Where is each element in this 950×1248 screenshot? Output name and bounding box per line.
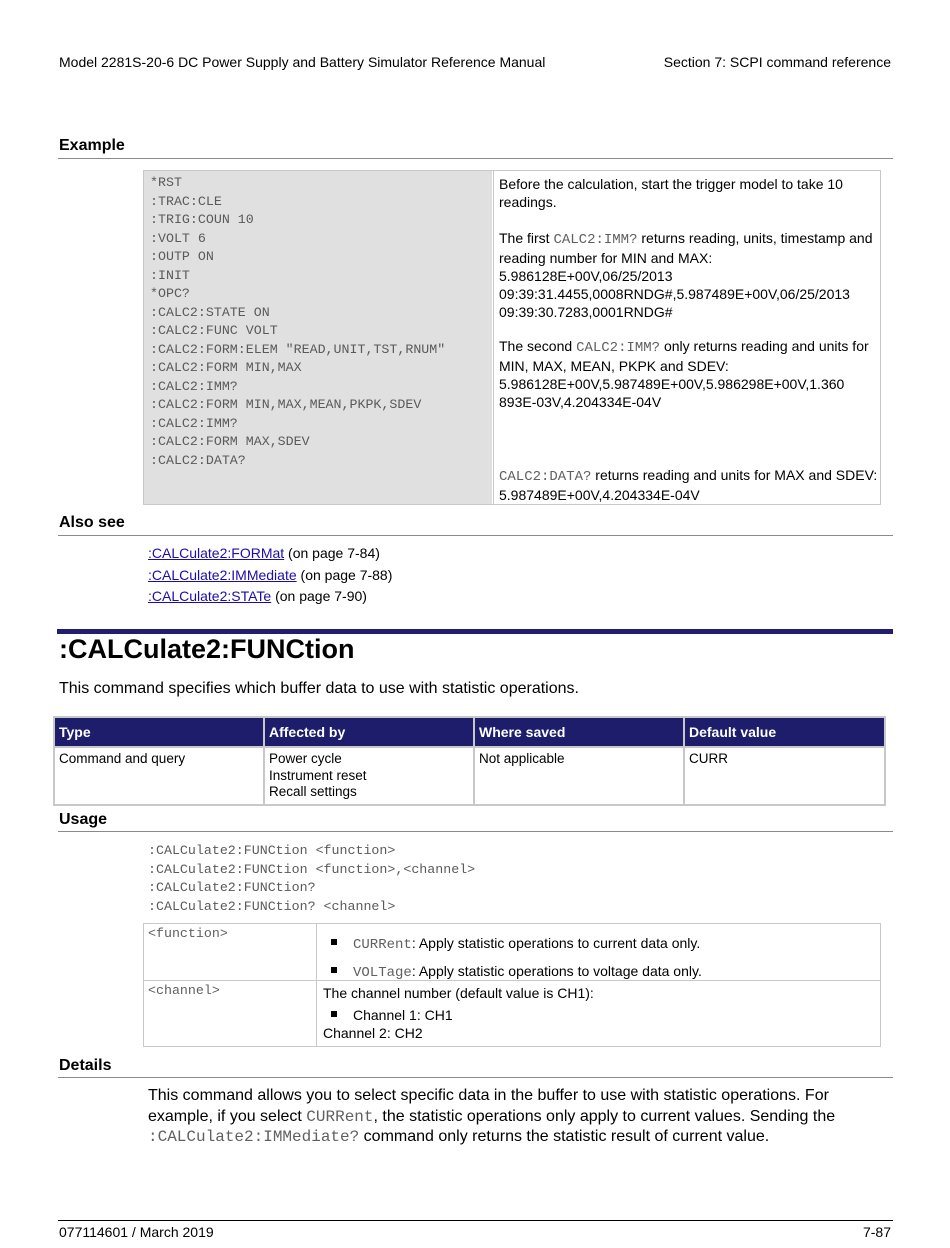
- param-desc: [316, 924, 880, 980]
- also-see-link-immediate[interactable]: :CALCulate2:IMMediate: [148, 567, 297, 583]
- running-header-section: Section 7: SCPI command reference: [663, 54, 891, 70]
- also-see-item: :CALCulate2:STATe (on page 7-90): [148, 588, 367, 604]
- list-item: Channel 1: CH1: [323, 1006, 876, 1024]
- example-heading: Example: [59, 137, 125, 154]
- command-intro: This command specifies which buffer data to use with statistic operations.: [59, 680, 579, 697]
- page-number: 7-87: [862, 1224, 891, 1240]
- example-description-cell: [493, 171, 880, 504]
- cell-affected-by: Power cycle Instrument reset Recall settings: [265, 748, 473, 804]
- list-item: CURRent: Apply statistic operations to current data only.: [323, 934, 876, 954]
- param-row-channel: [144, 981, 880, 1046]
- footer-doc-number: 077114601 / March 2019: [59, 1224, 214, 1240]
- example-table: [143, 170, 881, 505]
- header-where-saved: Where saved: [475, 718, 683, 746]
- running-header-title: Model 2281S-20-6 DC Power Supply and Battery Simulator Reference Manual: [59, 54, 546, 70]
- bullet-square-icon: [331, 1011, 337, 1017]
- also-see-link-format[interactable]: :CALCulate2:FORMat: [148, 545, 285, 561]
- example-code: *RST :TRAC:CLE :TRIG:COUN 10 :VOLT 6 :OUTP ON :INIT *OPC? :CALC2:STATE ON :CALC2:FUNC VOLT :CALC2:FORM:ELEM "READ,UNIT,TST,RNUM" :CALC2:FORM MIN,MAX :CALC2:IMM? :CALC2:FORM MIN,MAX,MEAN,PKPK,SDEV :CALC2:IMM? :CALC2:FORM MAX,SDEV :CALC2:DATA?: [150, 175, 446, 468]
- footer-rule: [58, 1220, 893, 1221]
- usage-syntax: :CALCulate2:FUNCtion <function> :CALCulate2:FUNCtion <function>,<channel> :CALCulate2:FUNCtion? :CALCulate2:FUNCtion? <channel>: [148, 843, 476, 914]
- cell-type: Command and query: [55, 748, 263, 804]
- also-see-item: :CALCulate2:FORMat (on page 7-84): [148, 545, 380, 561]
- details-heading: Details: [59, 1057, 112, 1074]
- bullet-square-icon: [331, 967, 337, 973]
- bullet-square-icon: [331, 939, 337, 945]
- example-desc-4: CALC2:DATA? returns reading and units for MAX and SDEV: 5.987489E+00V,4.204334E-04V: [499, 467, 878, 503]
- list-item: VOLTage: Apply statistic operations to voltage data only.: [323, 962, 876, 982]
- header-affected-by: Affected by: [265, 718, 473, 746]
- usage-heading: Usage: [59, 811, 108, 828]
- also-see-item: :CALCulate2:IMMediate (on page 7-88): [148, 567, 393, 583]
- example-desc-1: Before the calculation, start the trigger model to take 10 readings.: [499, 176, 843, 210]
- properties-table: [53, 716, 886, 806]
- header-default-value: Default value: [685, 718, 884, 746]
- details-rule: [58, 1077, 893, 1078]
- also-see-heading: Also see: [59, 514, 125, 531]
- param-name: <function>: [148, 926, 228, 941]
- also-see-link-state[interactable]: :CALCulate2:STATe: [148, 588, 272, 604]
- param-row-function: [144, 924, 880, 981]
- param-desc: The channel number (default value is CH1): Channel 1: CH1 Channel 2: CH2: [316, 981, 880, 1046]
- param-name: <channel>: [148, 983, 220, 998]
- example-code-cell: [144, 171, 492, 504]
- parameter-table: [143, 923, 881, 1047]
- cell-default-value: CURR: [685, 748, 884, 804]
- example-rule: [58, 158, 893, 159]
- also-see-rule: [58, 535, 893, 536]
- example-desc-3: The second CALC2:IMM? only returns reading and units for MIN, MAX, MEAN, PKPK and SDEV: 5.986128E+00V,5.987489E+00V,5.986298E+00V,1.360 893E-03V,4.204334E-04V: [499, 338, 869, 410]
- example-desc-2: The first CALC2:IMM? returns reading, units, timestamp and reading number for MIN and MAX: 5.986128E+00V,06/25/2013 09:39:31.4455,0008RNDG#,5.987489E+00V,06/25/2013 09:39:30.7283,0001RNDG#: [499, 230, 873, 320]
- table-row: [55, 748, 884, 804]
- cell-where-saved: Not applicable: [475, 748, 683, 804]
- usage-rule: [58, 831, 893, 832]
- header-type: Type: [55, 718, 263, 746]
- command-title: :CALCulate2:FUNCtion: [59, 634, 355, 664]
- details-paragraph: This command allows you to select specific data in the buffer to use with statistic operations. For example, if you select CURRent, the statistic operations only apply to current values. Sending the :CALCulate2:IMMediate? command only returns the statistic result of current value.: [148, 1087, 836, 1146]
